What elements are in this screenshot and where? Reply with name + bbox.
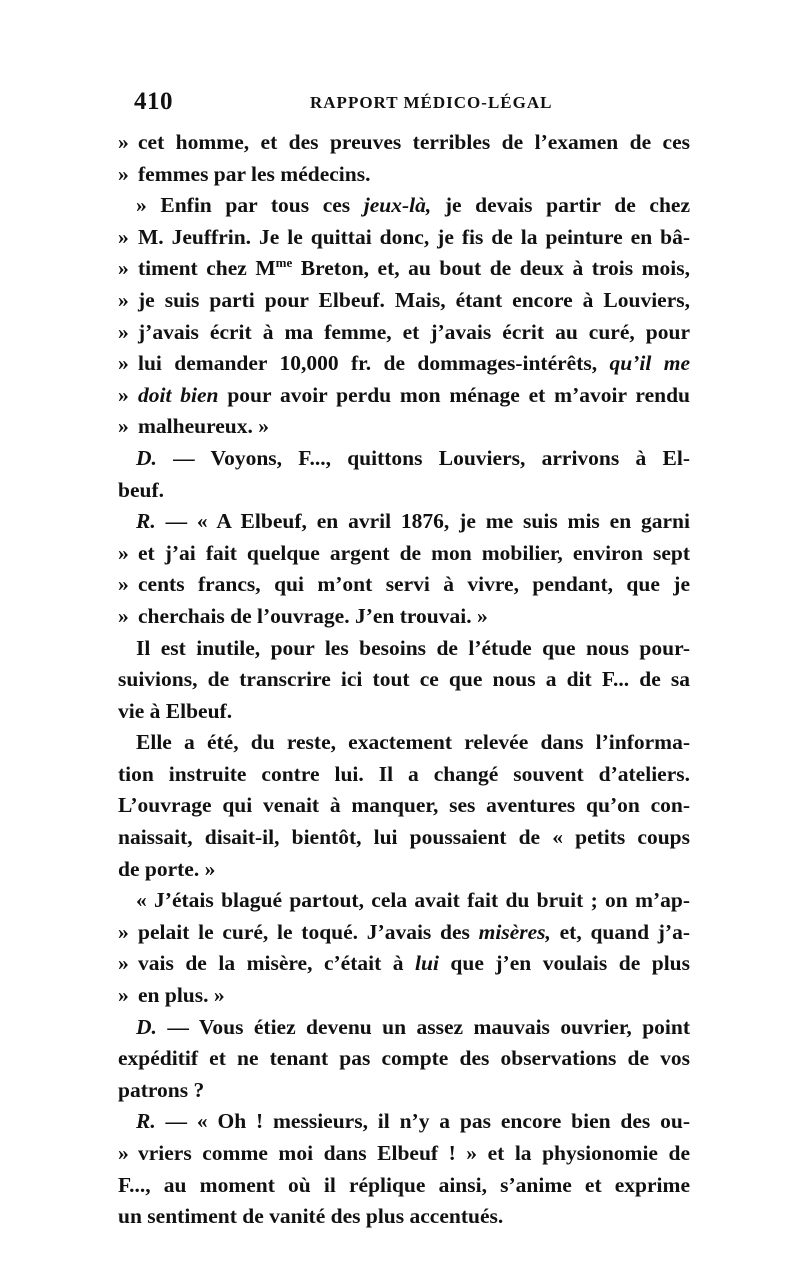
text-line: D. — Voyons, F..., quittons Louviers, arrivons à El- <box>136 445 690 470</box>
text-line: » vais de la misère, c’était à lui que j’en voulais de plus <box>118 948 690 980</box>
quote-mark: » <box>118 603 129 628</box>
text-line: » Enfin par tous ces jeux-là, je devais partir de chez <box>136 193 690 218</box>
quote-mark: » <box>118 130 129 154</box>
speaker-label: R. <box>136 1109 156 1134</box>
text-line: de porte. » <box>118 856 216 881</box>
text-line: tion instruite contre lui. Il a changé souvent d’ateliers. <box>118 761 690 786</box>
text-line: » femmes par les médecins. <box>118 159 690 191</box>
text-line: vie à Elbeuf. <box>118 698 233 723</box>
text-line: » je suis parti pour Elbeuf. Mais, étant encore à Louviers, <box>118 285 690 317</box>
page-number: 410 <box>134 88 173 115</box>
text-line: D. — Vous étiez devenu un assez mauvais ouvrier, point <box>136 1014 690 1039</box>
text-line: expéditif et ne tenant pas compte des observations de vos <box>118 1046 690 1071</box>
quote-mark: » <box>118 572 129 597</box>
text-line: » vriers comme moi dans Elbeuf ! » et la physionomie de <box>118 1138 690 1170</box>
text-line: » malheureux. » <box>118 411 690 443</box>
text-line: » j’avais écrit à ma femme, et j’avais écrit au curé, pour <box>118 317 690 349</box>
text-line: F..., au moment où il réplique ainsi, s’anime et exprime <box>118 1172 690 1197</box>
quote-mark: » <box>118 1141 129 1165</box>
quote-mark: » <box>118 161 129 186</box>
text-line: Il est inutile, pour les besoins de l’étude que nous pour- <box>136 635 690 660</box>
quote-mark: » <box>118 540 129 565</box>
quote-mark: » <box>118 256 129 281</box>
text-line: » cherchais de l’ouvrage. J’en trouvai. » <box>118 601 690 633</box>
speaker-label: R. <box>136 509 156 534</box>
quote-mark: » <box>118 224 129 249</box>
quote-mark: » <box>118 414 129 439</box>
quote-mark: » <box>118 351 129 376</box>
text-line: » en plus. » <box>118 980 690 1012</box>
text-line: R. — « Oh ! messieurs, il n’y a pas encore bien des ou- <box>136 1109 690 1134</box>
running-head <box>134 88 682 122</box>
text-line: » M. Jeuffrin. Je le quittai donc, je fis de la peinture en bâ- <box>118 222 690 254</box>
text-line: suivions, de transcrire ici tout ce que nous a dit F... de sa <box>118 667 690 692</box>
quote-mark: » <box>118 319 129 344</box>
text-line: naissait, disait-il, bientôt, lui poussaient de « petits coups <box>118 825 690 850</box>
text-line: beuf. <box>118 477 164 502</box>
text-line: » cet homme, et des preuves terribles de l’examen de ces <box>118 127 690 159</box>
text-line: Elle a été, du reste, exactement relevée dans l’informa- <box>136 730 690 755</box>
text-line: L’ouvrage qui venait à manquer, ses aventures qu’on con- <box>118 793 690 818</box>
text-line: R. — « A Elbeuf, en avril 1876, je me suis mis en garni <box>136 509 690 534</box>
text-line: » lui demander 10,000 fr. de dommages-intérêts, qu’il me <box>118 348 690 380</box>
quote-mark: » <box>118 287 129 312</box>
speaker-label: D. <box>136 445 157 470</box>
quote-mark: » <box>118 951 129 976</box>
text-line: » cents francs, qui m’ont servi à vivre, pendant, que je <box>118 569 690 601</box>
quote-mark: » <box>118 919 129 944</box>
text-line: » timent chez $M^{me}$ Breton, et, au bout de deux à trois mois, <box>118 253 690 285</box>
text-line: un sentiment de vanité des plus accentués. <box>118 1204 504 1229</box>
running-title: RAPPORT MÉDICO-LÉGAL <box>310 93 553 112</box>
speaker-label: D. <box>136 1014 157 1039</box>
text-line: « J’étais blagué partout, cela avait fait du bruit ; on m’ap- <box>136 888 690 913</box>
text-line: patrons ? <box>118 1077 205 1102</box>
text-line: » pelait le curé, le toqué. J’avais des misères, et, quand j’a- <box>118 917 690 949</box>
quote-mark: » <box>118 983 129 1008</box>
body-text <box>118 127 690 1233</box>
quote-mark: » <box>118 382 129 407</box>
text-line: » et j’ai fait quelque argent de mon mobilier, environ sept <box>118 538 690 570</box>
text-line: » doit bien pour avoir perdu mon ménage et m’avoir rendu <box>118 380 690 412</box>
